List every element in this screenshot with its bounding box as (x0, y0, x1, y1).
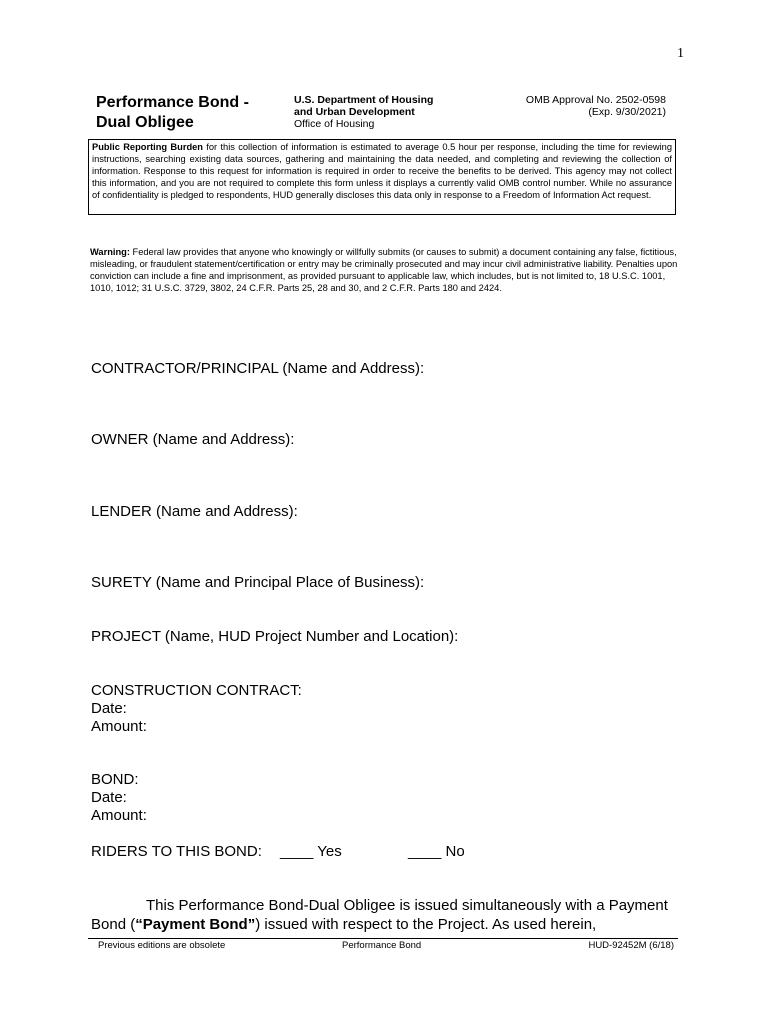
body-text-part-1: This Performance Bond-Dual Obligee is issued simultaneously with a Payment Bond ( (91, 897, 668, 933)
warning-lead: Warning: (90, 247, 130, 257)
riders-no-option[interactable]: ____ No (408, 843, 465, 860)
footer-obsolete-note: Previous editions are obsolete (98, 940, 226, 951)
construction-contract-date-label: Date: (91, 700, 127, 717)
title-line-1: Performance Bond - (96, 94, 249, 111)
footer-form-number: HUD-92452M (6/18) (588, 940, 674, 951)
burden-lead: Public Reporting Burden (92, 142, 203, 152)
owner-field-label: OWNER (Name and Address): (91, 431, 295, 448)
burden-text: for this collection of information is estimated to average 0.5 hour per response, including the time for reviewing instructions, searching existing data sources, gathering and maintaining the data needed, and completing and reviewing the collection of information. Response to this request for information is required in order to receive the benefits to be derived. This agency may not collect this information, and you are not required to complete this form unless it displays a currently valid OMB control number. While no assurance of confidentiality is pledged to respondents, HUD generally discloses this data only in response to a Freedom of Information Act request. (92, 142, 672, 200)
construction-contract-amount-label: Amount: (91, 718, 147, 735)
contractor-field-label: CONTRACTOR/PRINCIPAL (Name and Address): (91, 360, 425, 377)
public-reporting-burden (88, 139, 676, 215)
warning-text: Federal law provides that anyone who knowingly or willfully submits (or causes to submit) a document containing any false, fictitious, misleading, or fraudulent statement/certification or entry may be criminally prosecuted and may incur civil administrative liability. Penalties upon conviction can include a fine and imprisonment, as provided pursuant to applicable law, which includes, but is not limited to, 18 U.S.C. 1001, 1010, 1012; 31 U.S.C. 3729, 3802, 24 C.F.R. Parts 25, 28 and 30, and 2 C.F.R. Parts 180 and 2424. (90, 247, 678, 293)
agency-line-3: Office of Housing (294, 118, 375, 130)
riders-label: RIDERS TO THIS BOND: (91, 843, 262, 860)
document-title (96, 93, 276, 133)
footer-divider (88, 938, 678, 939)
body-text-part-2: ) issued with respect to the Project. As used herein, (255, 916, 597, 933)
footer-form-name: Performance Bond (342, 940, 422, 951)
payment-bond-term: “Payment Bond” (135, 916, 256, 933)
omb-approval (490, 94, 666, 118)
project-field-label: PROJECT (Name, HUD Project Number and Location): (91, 628, 459, 645)
omb-number: OMB Approval No. 2502-0598 (525, 94, 666, 106)
bond-date-label: Date: (91, 789, 127, 806)
surety-field-label: SURETY (Name and Principal Place of Business): (91, 574, 425, 591)
agency-block (294, 94, 484, 130)
riders-yes-option[interactable]: ____ Yes (280, 843, 342, 860)
page-number: 1 (677, 46, 684, 61)
title-line-2: Dual Obligee (96, 114, 194, 131)
lender-field-label: LENDER (Name and Address): (91, 503, 298, 520)
construction-contract-label: CONSTRUCTION CONTRACT: (91, 682, 302, 699)
agency-line-1: U.S. Department of Housing (294, 94, 434, 106)
bond-body-paragraph (91, 896, 691, 934)
warning-notice (90, 246, 680, 294)
agency-line-2: and Urban Development (294, 106, 415, 118)
bond-amount-label: Amount: (91, 807, 147, 824)
bond-label: BOND: (91, 771, 139, 788)
omb-expiration: (Exp. 9/30/2021) (588, 106, 666, 118)
